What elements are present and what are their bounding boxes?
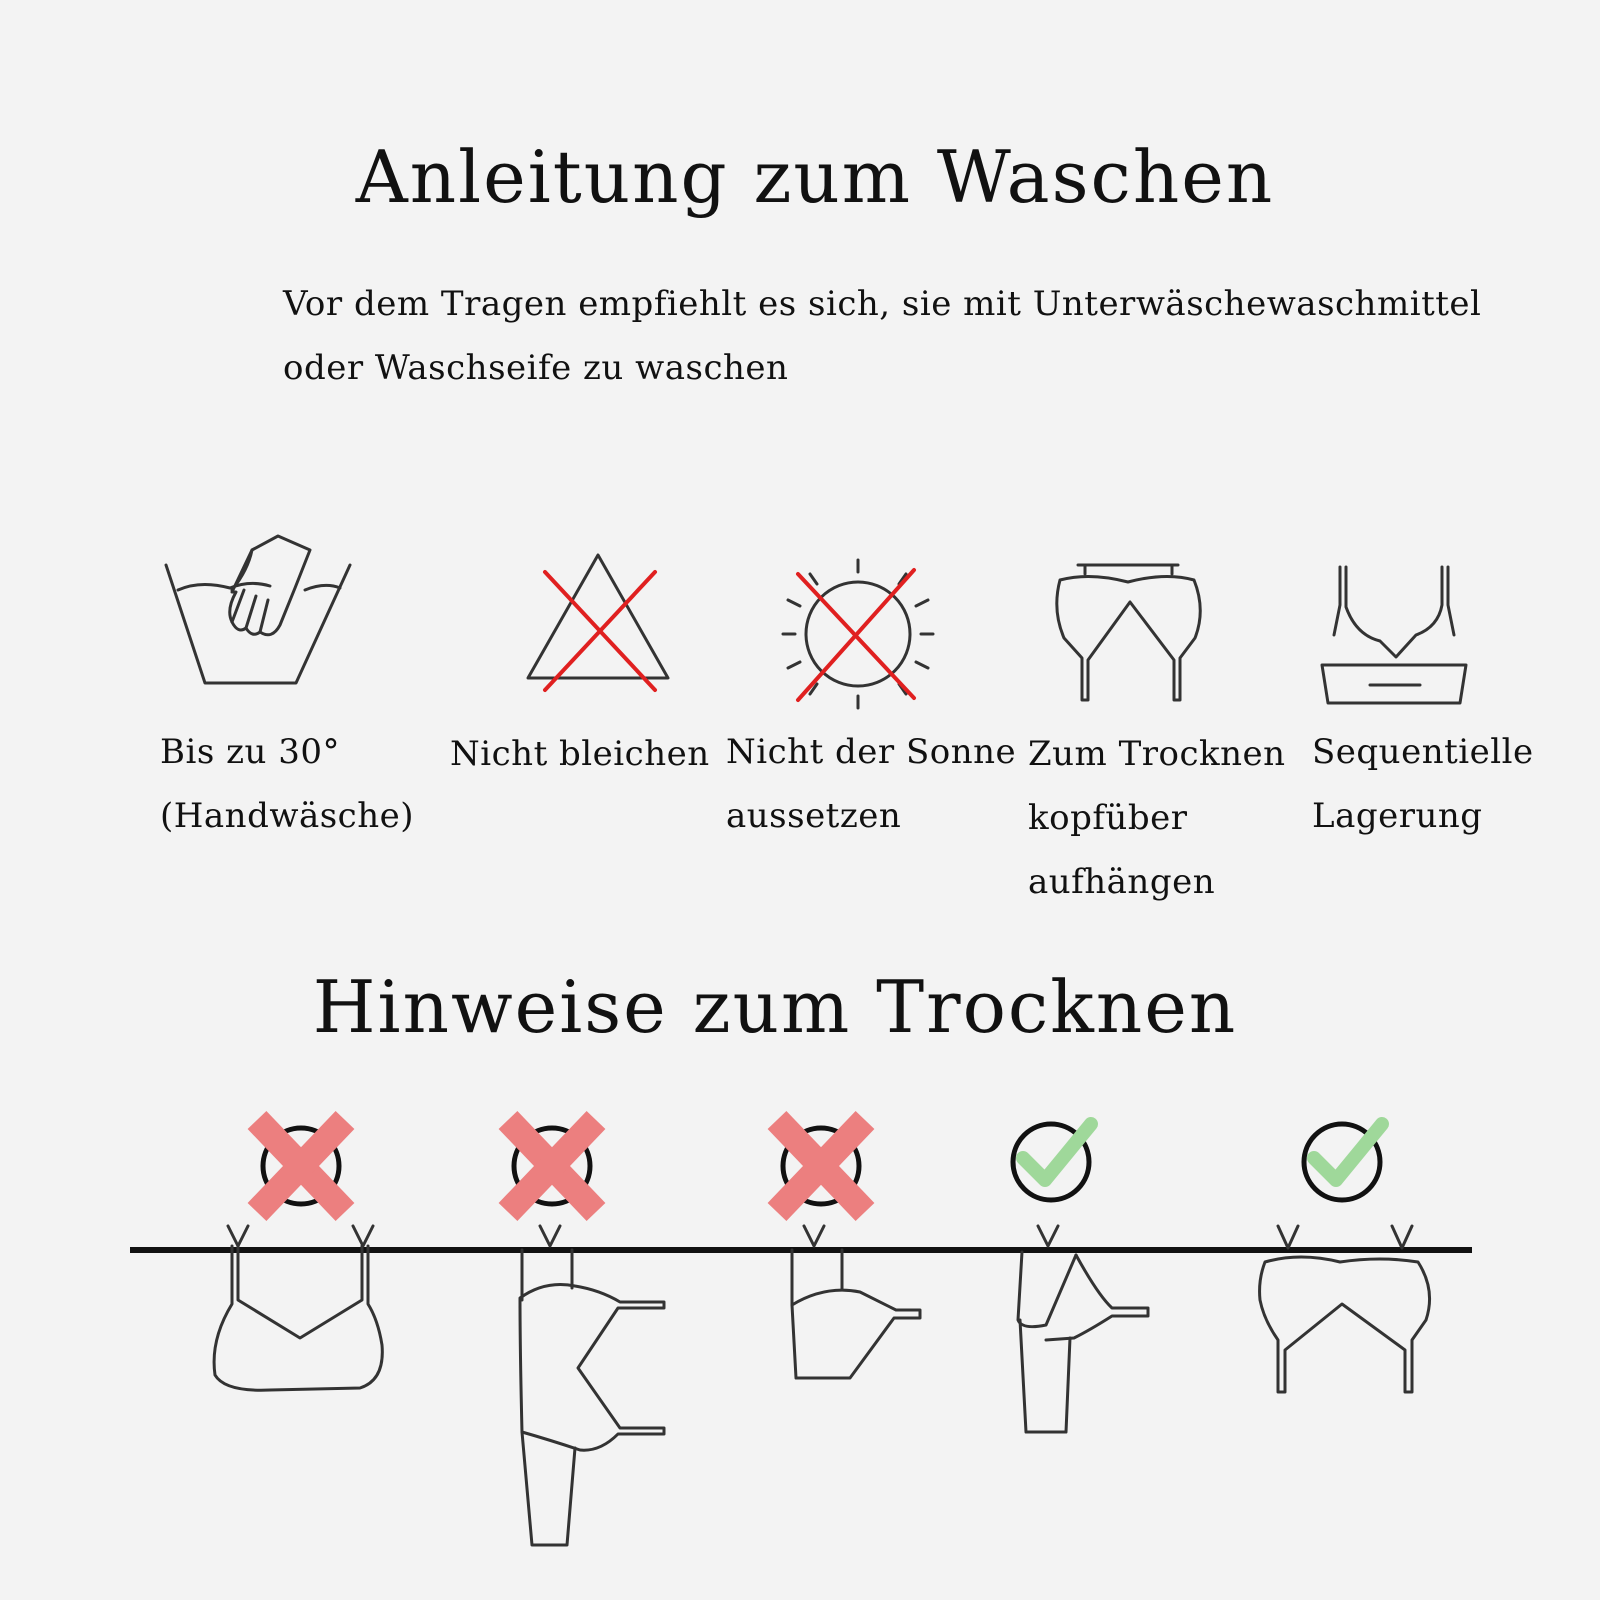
care-label-storage: Sequentielle Lagerung bbox=[1312, 732, 1534, 836]
hand-wash-icon bbox=[160, 530, 360, 690]
no-bleach-icon bbox=[523, 550, 673, 700]
wash-intro-text: Vor dem Tragen empfiehlt es sich, sie mit Unterwäschewaschmittel oder Waschseife zu waschen bbox=[283, 284, 1482, 388]
check-mark-icon bbox=[1013, 1124, 1091, 1200]
care-label-no-sun: Nicht der Sonne aussetzen bbox=[726, 732, 1017, 836]
no-sun-icon bbox=[780, 560, 940, 710]
drying-illustration bbox=[0, 1080, 1600, 1560]
garment-bra-by-center bbox=[1018, 1226, 1148, 1432]
care-label-hand-wash: Bis zu 30° (Handwäsche) bbox=[160, 732, 414, 836]
dry-title: Hinweise zum Trocknen bbox=[312, 965, 1238, 1049]
garment-bra-by-cup bbox=[520, 1226, 664, 1545]
care-label-no-bleach: Nicht bleichen bbox=[450, 734, 710, 774]
wrong-mark-icon bbox=[777, 1120, 865, 1212]
wrong-mark-icon bbox=[508, 1120, 596, 1212]
wrong-mark-icon bbox=[257, 1120, 345, 1212]
hang-upside-down-icon bbox=[1050, 560, 1210, 710]
care-label-hang-upside-down: Zum Trocknen kopfüber aufhängen bbox=[1028, 734, 1286, 902]
storage-icon bbox=[1320, 565, 1480, 705]
wash-title: Anleitung zum Waschen bbox=[355, 135, 1275, 219]
check-mark-icon bbox=[1304, 1124, 1382, 1200]
